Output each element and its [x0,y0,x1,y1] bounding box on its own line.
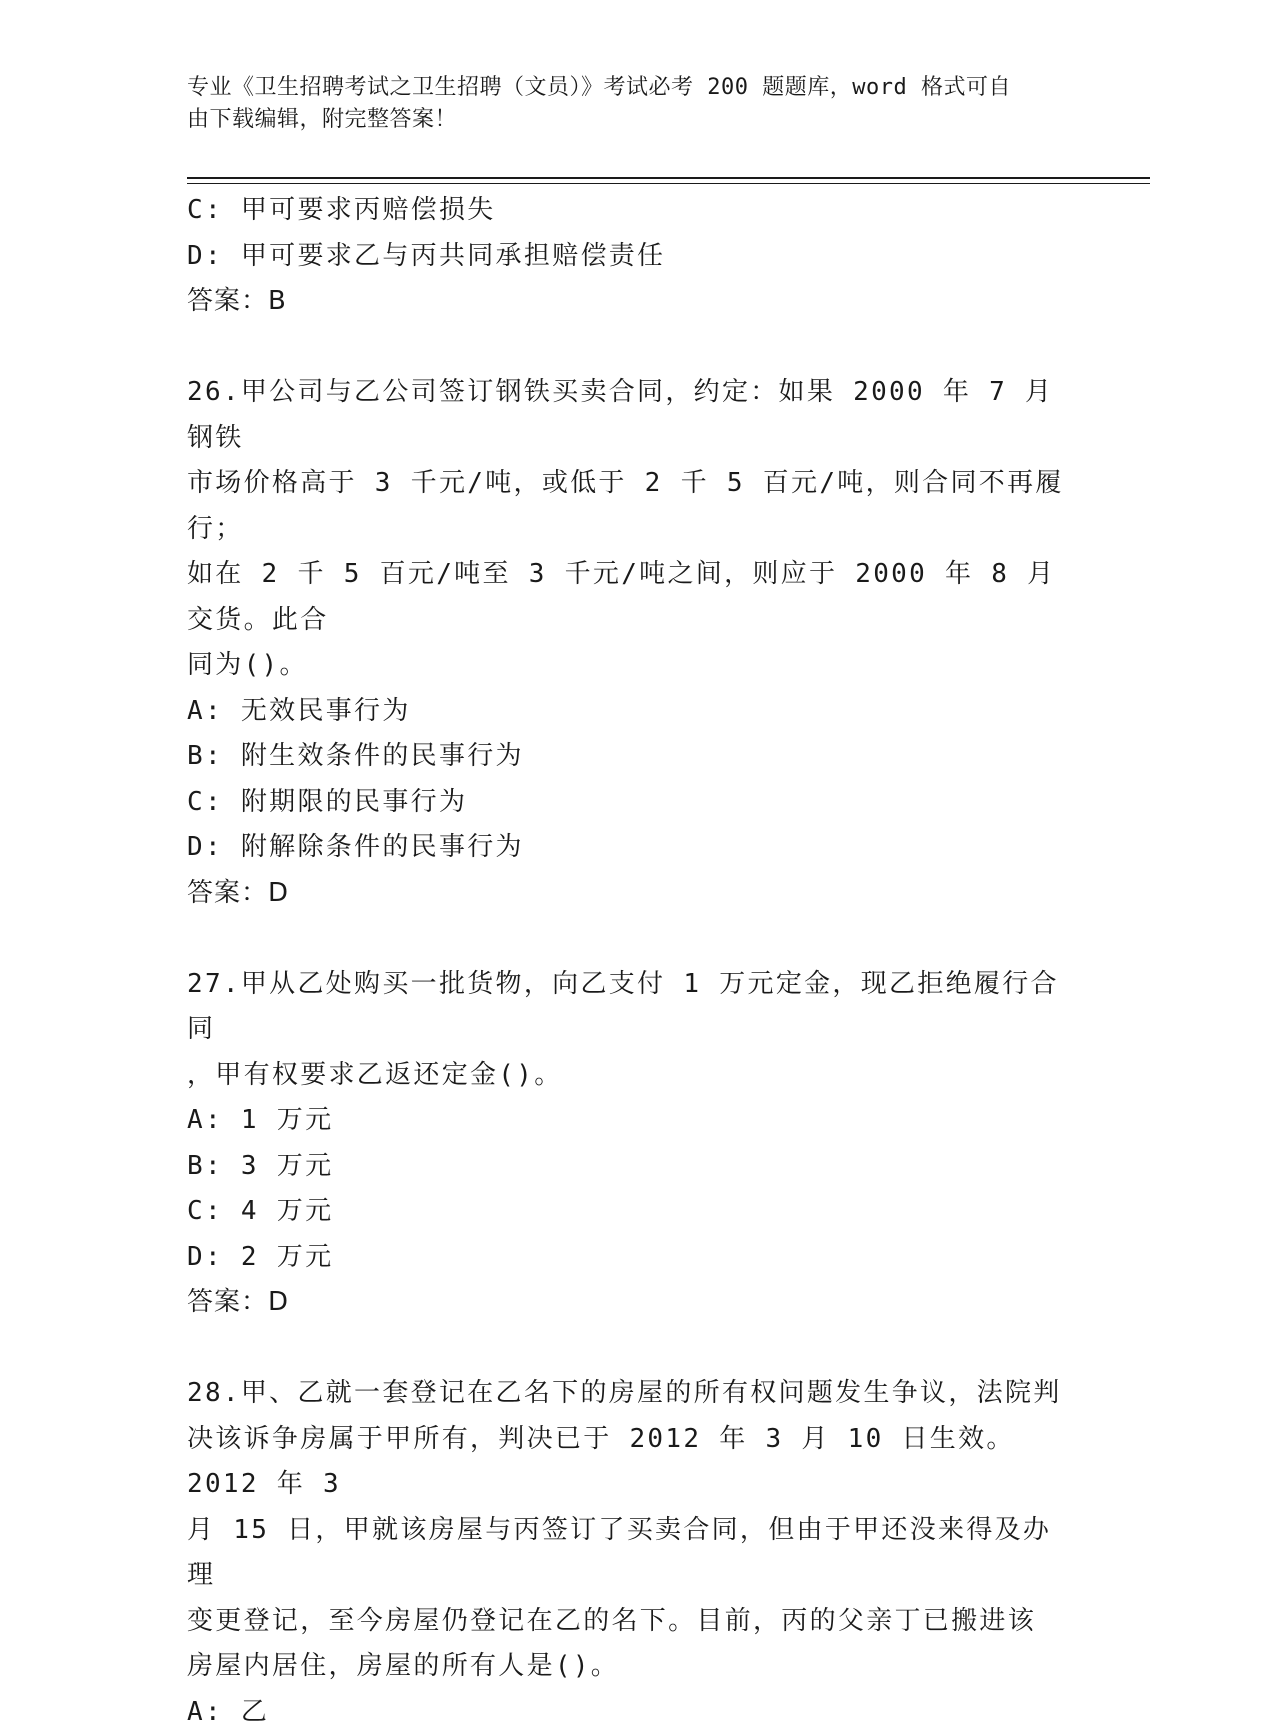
option-b: B: 附生效条件的民事行为 [187,734,1077,780]
option-c: C: 附期限的民事行为 [187,780,1077,826]
header-line-2: 由下载编辑，附完整答案！ [187,104,1067,136]
option-d: D: 甲可要求乙与丙共同承担赔偿责任 [187,234,1077,280]
question-stem-line: 27.甲从乙处购买一批货物，向乙支付 1 万元定金，现乙拒绝履行合同 [187,962,1077,1053]
question-stem-line: 市场价格高于 3 千元/吨，或低于 2 千 5 百元/吨，则合同不再履行； [187,461,1077,552]
option-c: C: 4 万元 [187,1189,1077,1235]
header-divider-thin [187,183,1150,184]
header-line-1: 专业《卫生招聘考试之卫生招聘（文员）》考试必考 200 题题库，word 格式可自 [187,72,1067,104]
question-stem-line: 如在 2 千 5 百元/吨至 3 千元/吨之间，则应于 2000 年 8 月交货。此合 [187,552,1077,643]
question-26 [187,370,1077,916]
option-a: A: 无效民事行为 [187,689,1077,735]
question-stem-line: 同为()。 [187,643,1077,689]
answer-line: 答案：B [187,279,1077,325]
option-a: A: 1 万元 [187,1098,1077,1144]
question-stem-line: 决该诉争房属于甲所有，判决已于 2012 年 3 月 10 日生效。2012 年 3 [187,1417,1077,1508]
spacer [187,325,1077,371]
question-stem-line: 房屋内居住，房屋的所有人是()。 [187,1644,1077,1690]
document-header [187,72,1067,136]
question-stem-line: 变更登记，至今房屋仍登记在乙的名下。目前，丙的父亲丁已搬进该 [187,1599,1077,1645]
spacer [187,916,1077,962]
question-stem-line: 28.甲、乙就一套登记在乙名下的房屋的所有权问题发生争议，法院判 [187,1371,1077,1417]
option-c: C: 甲可要求丙赔偿损失 [187,188,1077,234]
question-content [187,188,1077,1735]
spacer [187,1326,1077,1372]
question-stem-line: 月 15 日，甲就该房屋与丙签订了买卖合同，但由于甲还没来得及办理 [187,1508,1077,1599]
question-stem-line: ，甲有权要求乙返还定金()。 [187,1053,1077,1099]
answer-line: 答案：D [187,871,1077,917]
header-divider-thick [187,177,1150,179]
option-a: A: 乙 [187,1690,1077,1735]
answer-line: 答案：D [187,1280,1077,1326]
option-d: D: 附解除条件的民事行为 [187,825,1077,871]
question-27 [187,962,1077,1326]
question-28 [187,1371,1077,1735]
question-stem-line: 26.甲公司与乙公司签订钢铁买卖合同，约定：如果 2000 年 7 月钢铁 [187,370,1077,461]
option-b: B: 3 万元 [187,1144,1077,1190]
option-d: D: 2 万元 [187,1235,1077,1281]
prev-question-block [187,188,1077,325]
